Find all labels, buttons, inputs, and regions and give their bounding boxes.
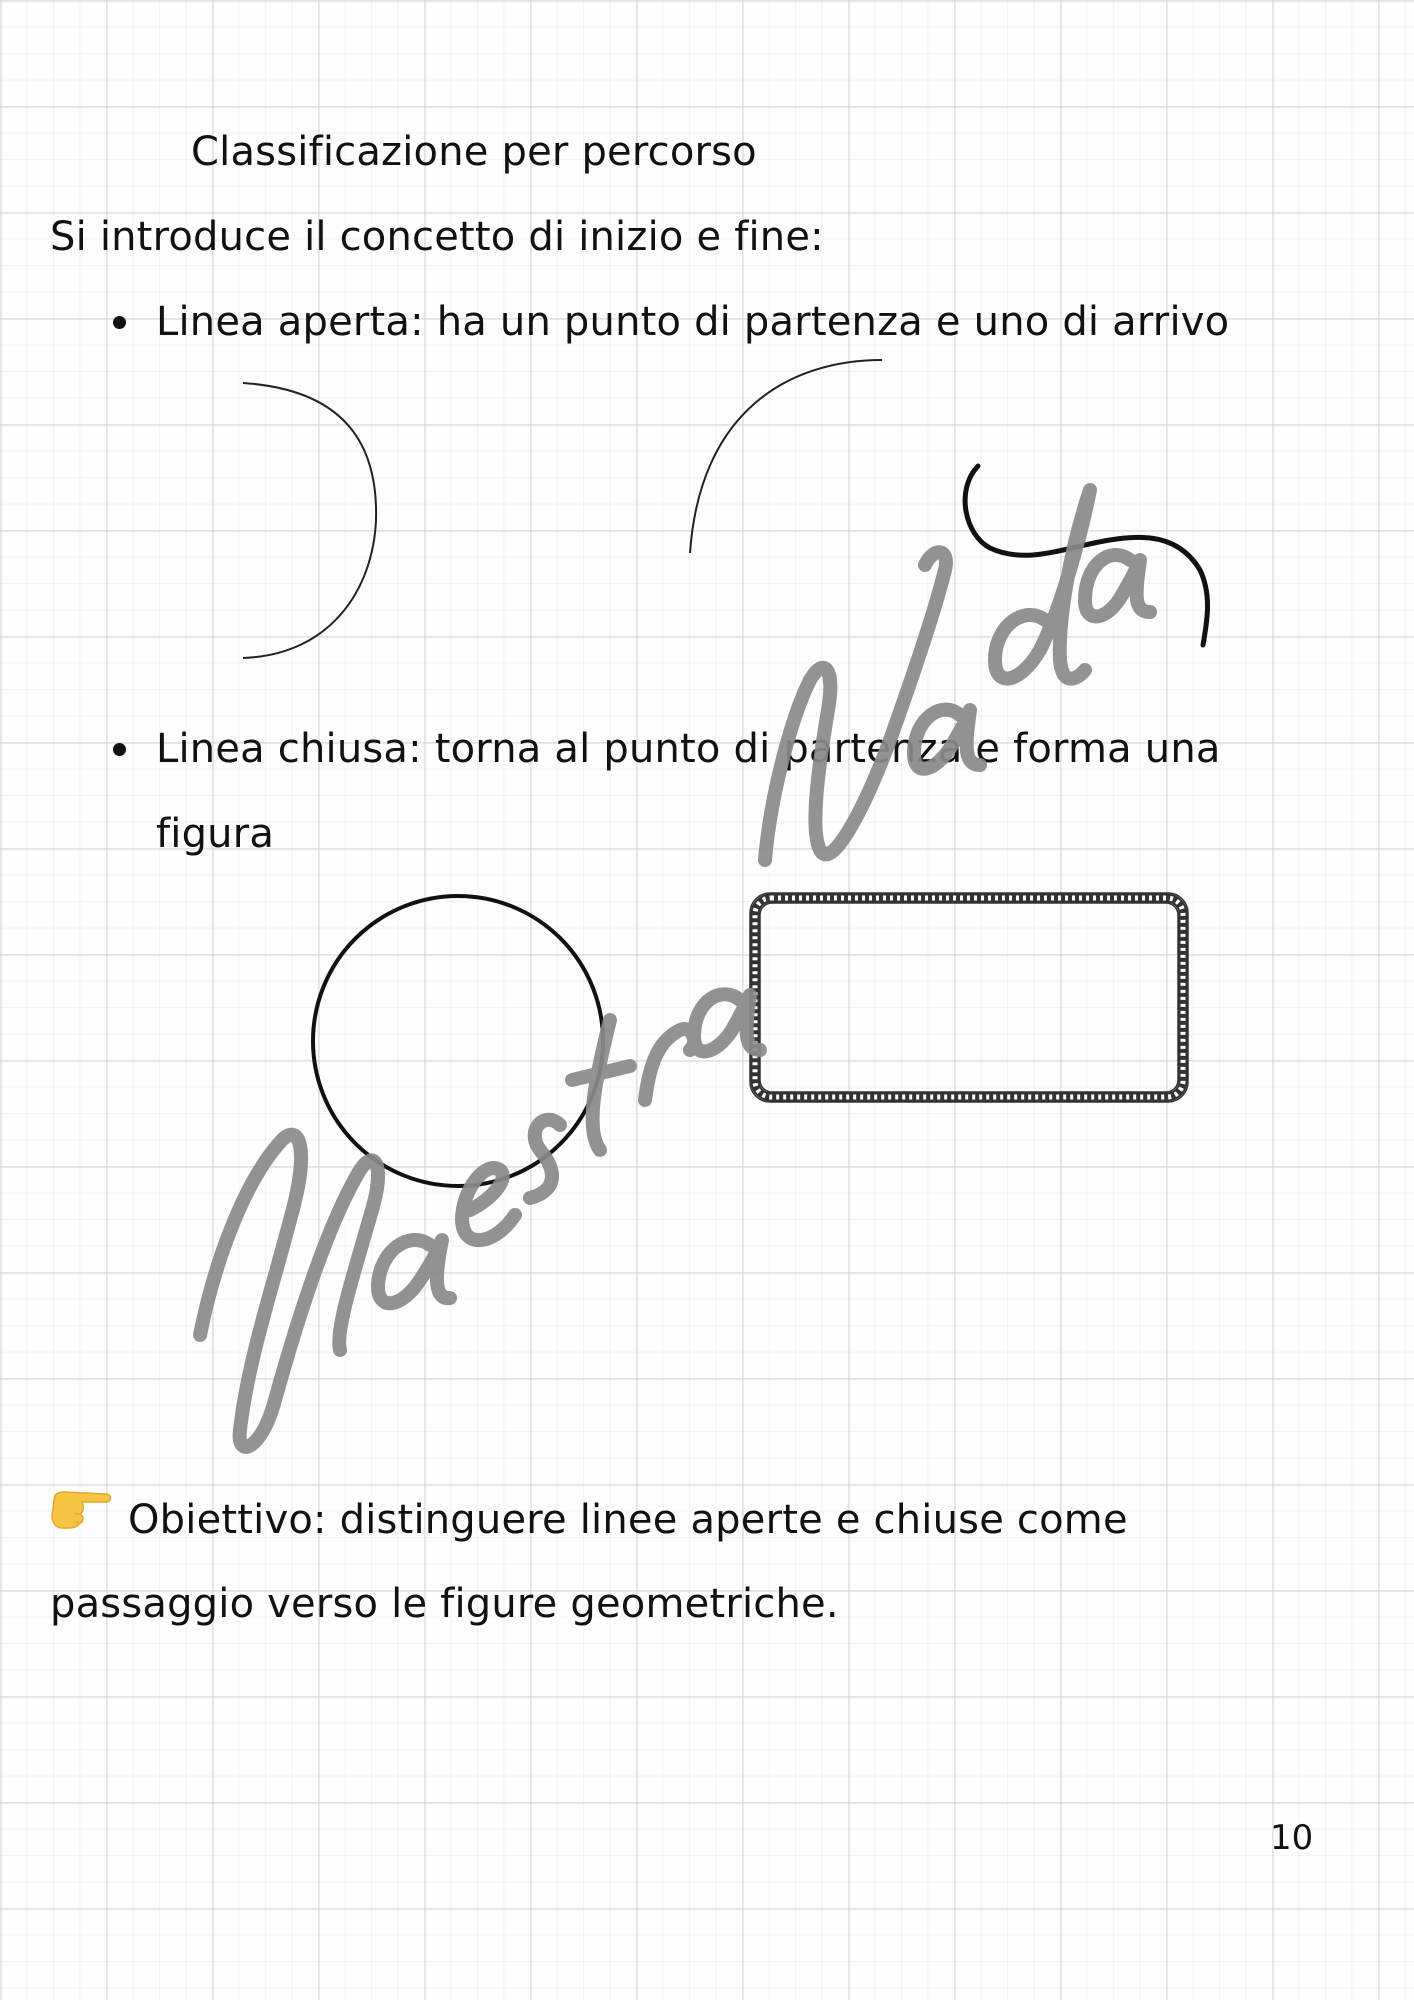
closed-line-definition-continued: figura	[156, 811, 275, 857]
closed-line-definition: Linea chiusa: torna al punto di partenza e forma una	[156, 726, 1221, 772]
closed-line-rectangle-example	[755, 898, 1183, 1097]
objective-text: Obiettivo: distinguere linee aperte e chiuse come	[128, 1497, 1128, 1543]
pointing-hand-icon	[48, 1488, 114, 1532]
open-line-quarter-arc-example	[690, 360, 882, 553]
open-line-definition: Linea aperta: ha un punto di partenza e uno di arrivo	[156, 299, 1230, 345]
page-number: 10	[1270, 1818, 1314, 1858]
open-line-wavy-example	[965, 466, 1207, 645]
intro-text: Si introduce il concetto di inizio e fine:	[50, 214, 824, 260]
open-line-arc-example	[243, 383, 376, 658]
closed-line-circle-example	[313, 896, 603, 1186]
objective-text-continued: passaggio verso le figure geometriche.	[50, 1581, 839, 1627]
bullet-dot-closed-line	[113, 743, 126, 756]
section-heading: Classificazione per percorso	[191, 129, 757, 175]
